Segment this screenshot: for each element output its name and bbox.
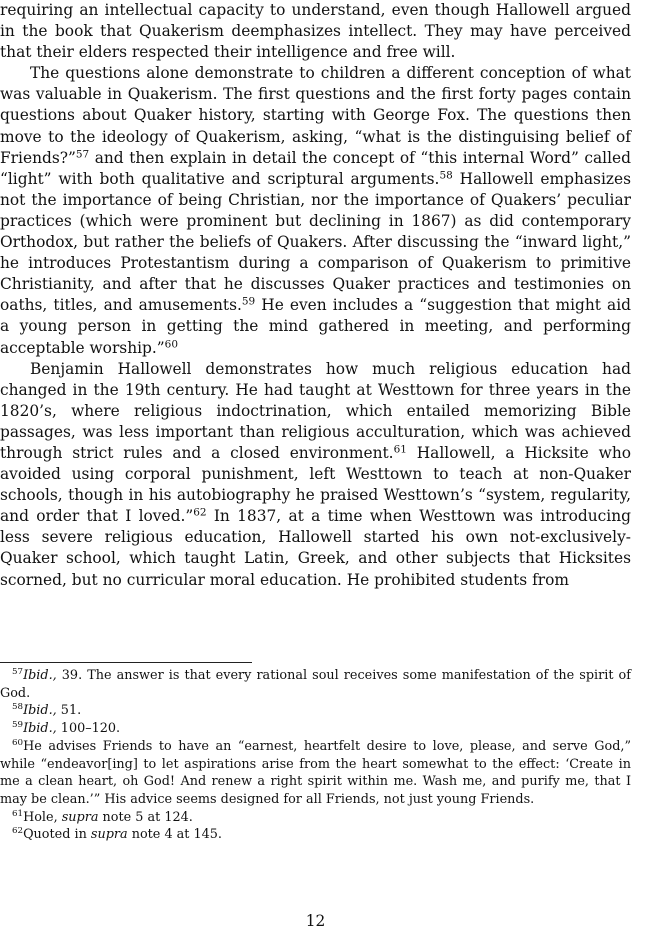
text-run: note 5 at 124. xyxy=(98,809,193,825)
text-run: Quoted in xyxy=(23,827,91,843)
footnote xyxy=(0,809,631,827)
footnote xyxy=(0,738,631,809)
text-run: note 4 at 145. xyxy=(127,827,222,843)
text-run: He even includes a “suggestion that might aid a young person in getting the mind gathered in meeting, and performing acceptable worship.” xyxy=(0,296,631,357)
footnotes xyxy=(0,667,631,844)
text-run: Hole, xyxy=(23,809,62,825)
footnote-reference: 58 xyxy=(439,169,453,181)
footnote-number: 59 xyxy=(12,720,24,731)
paragraph xyxy=(0,359,631,591)
footnote-number: 58 xyxy=(12,702,24,713)
footnote-divider xyxy=(0,662,252,663)
text-run: In 1837, at a time when Westtown was introducing less severe religious education, Hallowell started his own not-exclusively-Quaker school, which taught Latin, Greek, and other subjects that Hicksites scorned, but no curricular moral education. He prohibited students from xyxy=(0,507,631,589)
text-run: The questions alone demonstrate to children a different conception of what was valuable in Quakerism. The first questions and the first forty pages contain questions about Quaker history, starting with George Fox. The questions then move to the ideology of Quakerism, asking, “what is the distinguising belief of Friends?” xyxy=(0,64,631,167)
footnote-number: 62 xyxy=(12,826,24,837)
footnote-number: 61 xyxy=(12,808,24,819)
text-run: 39. The answer is that every rational soul receives some manifestation of the spirit of God. xyxy=(0,668,631,701)
footnote xyxy=(0,667,631,702)
page-number: 12 xyxy=(305,912,326,930)
footnote-reference: 60 xyxy=(164,337,178,350)
footnote xyxy=(0,720,631,738)
text-run: requiring an intellectual capacity to understand, even though Hallowell argued in the book that Quakerism deemphasizes intellect. They may have perceived that their elders respected their intelligence and free will. xyxy=(0,1,631,62)
italic-text: supra xyxy=(61,809,99,825)
footnote-reference: 59 xyxy=(241,295,256,308)
text-run: and then explain in detail the concept of “this internal Word” called “light” with both qualitative and scriptural arguments. xyxy=(0,148,631,188)
footnote-reference: 62 xyxy=(193,506,207,519)
italic-text: supra xyxy=(90,827,128,843)
text-run: Benjamin Hallowell demonstrates how much religious education had changed in the 19th century. He had taught at Westtown for three years in the 1820’s, where religious indoctrination, which entailed memorizing Bible passages, was less important than religious acculturation, which was achieved through strict rules and a closed environment. xyxy=(0,359,631,462)
footnote-reference: 61 xyxy=(393,443,407,456)
paragraph xyxy=(0,63,631,358)
text-run: He advises Friends to have an “earnest, heartfelt desire to love, please, and serve God,” while “endeavor[ing] to let aspirations arise from the heart somewhat to the effect: ‘Create in me a clean heart, oh God! And renew a right spirit within me. Wash me, and purify me, that I may be clean.’” His advice seems designed for all Friends, not just young Friends. xyxy=(0,738,631,807)
text-run: 51. xyxy=(56,703,82,719)
paragraph xyxy=(0,0,631,63)
footnote xyxy=(0,702,631,720)
footnote-number: 60 xyxy=(12,738,24,749)
footnote-number: 57 xyxy=(12,667,24,678)
text-run: Hallowell, a Hicksite who avoided using corporal punishment, left Westtown to teach at non-Quaker schools, though in his autobiography he praised Westtown’s “system, regularity, and order that I loved.” xyxy=(0,443,632,526)
footnote xyxy=(0,826,631,844)
text-run: Hallowell emphasizes not the importance of being Christian, nor the importance of Quakers’ peculiar practices (which were prominent but declining in 1867) as did contemporary Orthodox, but rather the beliefs of Quakers. After discussing the “inward light,” he introduces Protestantism during a comparison of Quakerism to primitive Christianity, and after that he discusses Quaker practices and testimonies on oaths, titles, and amusements. xyxy=(0,169,631,315)
italic-text: Ibid., xyxy=(23,668,57,683)
footnote-reference: 57 xyxy=(75,147,90,160)
italic-text: Ibid., xyxy=(23,703,57,719)
italic-text: Ibid., xyxy=(23,721,57,737)
text-run: 100–120. xyxy=(56,721,121,737)
